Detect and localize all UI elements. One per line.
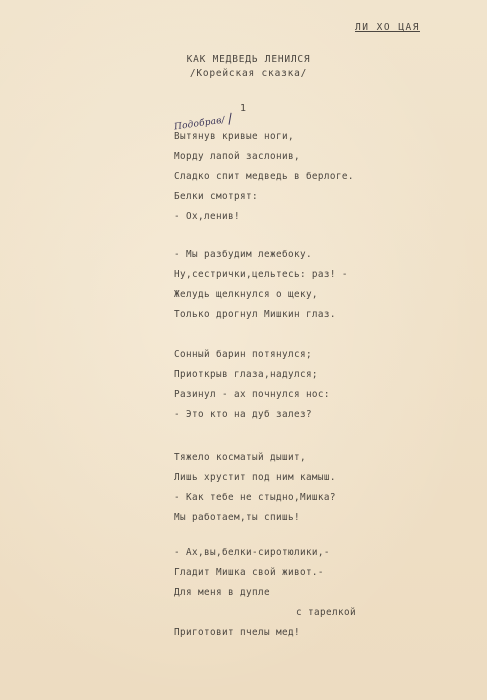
poem-line: Ну,сестрички,цельтесь: раз! - [174,269,348,280]
poem-line: Сладко спит медведь в берлоге. [174,171,354,182]
poem-line: Только дрогнул Мишкин глаз. [174,309,336,320]
poem-line: - Это кто на дуб залез? [174,409,312,420]
handwritten-annotation: Подобрав/ [173,115,226,133]
poem-line: Для меня в дупле [174,587,270,598]
poem-line: Белки смотрят: [174,191,258,202]
author-name: ЛИ ХО ЦАЯ [355,22,420,33]
section-number: 1 [240,103,247,114]
poem-line: Вытянув кривые ноги, [174,131,294,142]
poem-line: - Ах,вы,белки-сиротюлики,- [174,547,330,558]
stanza-5 [174,543,356,643]
poem-line: Мы работаем,ты спишь! [174,512,300,523]
poem-line: Приоткрыв глаза,надулся; [174,369,318,380]
poem-line: Сонный барин потянулся; [174,349,312,360]
poem-line: Приготовит пчелы мед! [174,627,300,638]
poem-line: Лишь хрустит под ним камыш. [174,472,336,483]
poem-line: - Мы разбудим лежебоку. [174,249,312,260]
poem-subtitle: /Корейская сказка/ [189,68,308,79]
poem-line: Разинул - ах почнулся нос: [174,389,330,400]
poem-line: - Ох,ленив! [174,211,240,222]
poem-line: Тяжело косматый дышит, [174,452,306,463]
poem-line: Желудь щелкнулся о щеку, [174,289,318,300]
stanza-3 [174,345,330,425]
poem-line: Морду лапой заслонив, [174,151,300,162]
poem-line: с тарелкой [296,607,356,618]
poem-title-block [0,53,487,81]
stanza-4 [174,448,336,528]
stanza-1 [174,127,354,227]
poem-title: КАК МЕДВЕДЬ ЛЕНИЛСЯ [186,54,311,65]
stanza-2 [174,245,348,325]
poem-line: - Как тебе не стыдно,Мишка? [174,492,336,503]
poem-line: Гладит Мишка свой живот.- [174,567,324,578]
